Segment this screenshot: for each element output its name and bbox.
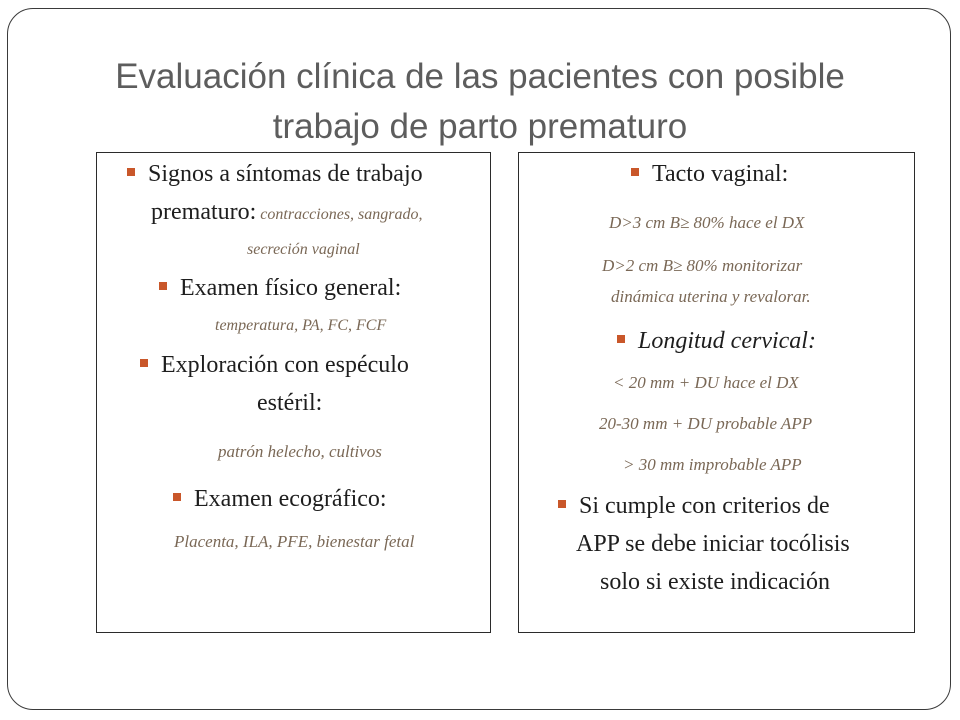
- slide-title: [40, 52, 920, 152]
- left-item-1-line-1: Signos a síntomas de trabajo: [127, 161, 423, 188]
- left-item-2-label: Examen físico general:: [159, 275, 401, 302]
- right-item-3-line-1: Si cumple con criterios de: [558, 493, 830, 520]
- right-content-box: [518, 152, 915, 633]
- left-item-4-label: Examen ecográfico:: [173, 486, 387, 513]
- right-item-3-line-3: solo si existe indicación: [600, 569, 830, 595]
- right-item-2-label: Longitud cervical:: [617, 328, 816, 355]
- bullet-icon: [558, 500, 566, 508]
- bullet-icon: [173, 493, 181, 501]
- bullet-icon: [617, 335, 625, 343]
- right-item-1-detail-1: D>3 cm B≥ 80% hace el DX: [609, 213, 805, 232]
- bullet-icon: [140, 359, 148, 367]
- bullet-icon: [127, 168, 135, 176]
- left-item-1-detail: secreción vaginal: [247, 241, 360, 258]
- title-line-2: trabajo de parto prematuro: [272, 107, 688, 146]
- bullet-icon: [631, 168, 639, 176]
- title-line-1: Evaluación clínica de las pacientes con posible: [115, 57, 845, 96]
- left-item-3-line-2: estéril:: [257, 390, 323, 416]
- right-item-2-detail-2: 20-30 mm + DU probable APP: [599, 414, 813, 433]
- right-item-2-detail-1: < 20 mm + DU hace el DX: [613, 373, 799, 392]
- right-item-3-line-2: APP se debe iniciar tocólisis: [576, 531, 850, 557]
- right-item-1-detail-2-line-2: dinámica uterina y revalorar.: [611, 287, 811, 306]
- left-item-1-line-2: prematuro: contracciones, sangrado,: [151, 199, 423, 225]
- left-item-3-detail: patrón helecho, cultivos: [218, 442, 382, 461]
- right-item-2-detail-3: > 30 mm improbable APP: [623, 455, 802, 474]
- bullet-icon: [159, 282, 167, 290]
- left-item-2-detail: temperatura, PA, FC, FCF: [215, 317, 387, 334]
- left-content-box: [96, 152, 491, 633]
- left-item-4-detail: Placenta, ILA, PFE, bienestar fetal: [174, 532, 415, 551]
- left-item-3-line-1: Exploración con espéculo: [140, 352, 409, 379]
- right-item-1-label: Tacto vaginal:: [631, 161, 788, 188]
- right-item-1-detail-2-line-1: D>2 cm B≥ 80% monitorizar: [602, 256, 803, 275]
